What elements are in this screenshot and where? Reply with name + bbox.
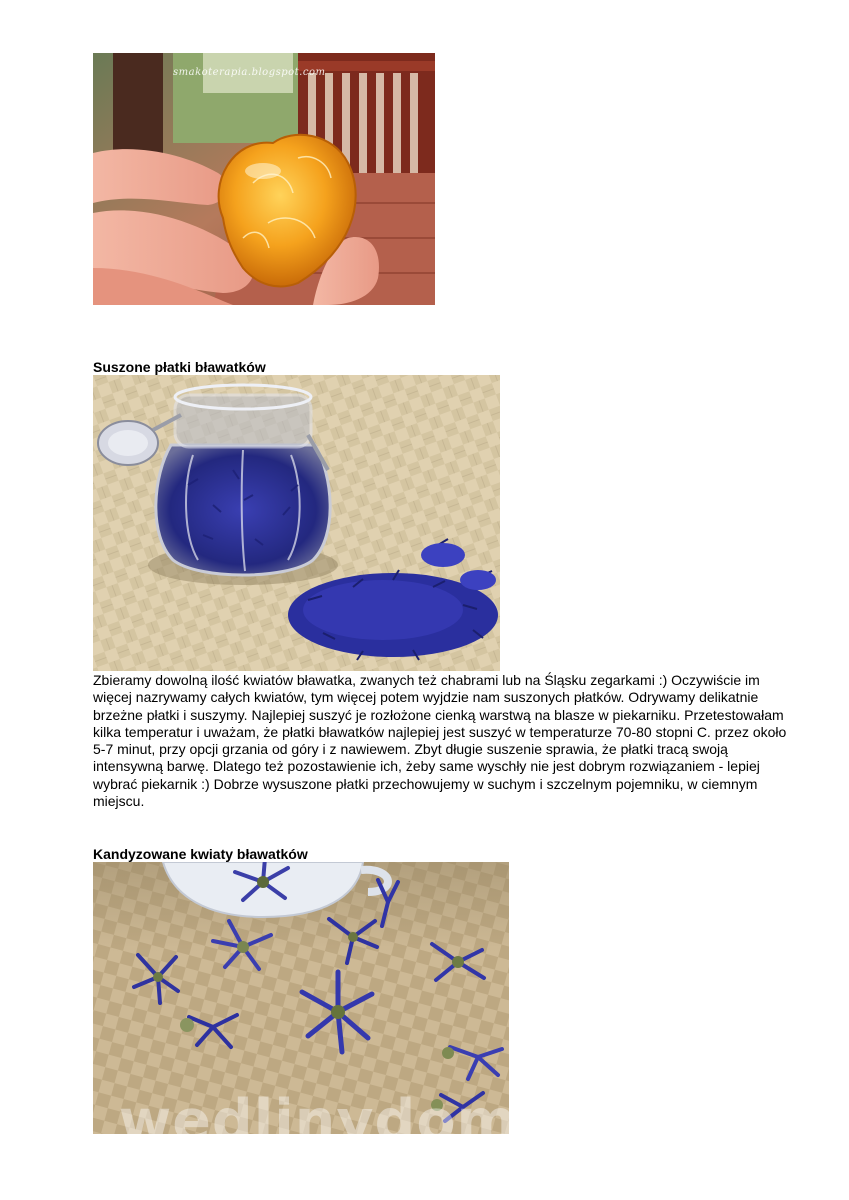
- dried-cornflower-petals-jar-photo: [93, 375, 500, 671]
- blog-watermark: smakoterapia.blogspot.com: [173, 67, 326, 78]
- section-heading-candied-flowers: Kandyzowane kwiaty bławatków: [93, 846, 308, 862]
- candied-petals-heart-photo: [93, 53, 435, 305]
- candied-cornflowers-photo: [93, 862, 509, 1134]
- section-heading-dried-petals: Suszone płatki bławatków: [93, 359, 266, 375]
- site-watermark: wedlinydomowe.pl: [118, 1088, 736, 1154]
- section-paragraph-dried-petals: Zbieramy dowolną ilość kwiatów bławatka, zwanych też chabrami lub na Śląsku zegarkami :) Oczywiście im więcej nazrywamy całych kwiatów, tym więcej potem wyjdzie nam suszonych płatków. Odrywamy delikatnie brzeżne płatki i suszymy. Najlepiej suszyć je rozłożone cienką warstwą na blasze w piekarniku. Przetestowałam kilka temperatur i uważam, że płatki bławatków najlepiej jest suszyć w temperaturze 70-80 stopni C. przez około 5-7 minut, przy opcji grzania od góry i z nawiewem. Zbyt długie suszenie sprawia, że płatki tracą swoją intensywną barwę. Dlatego też pozostawienie ich, żeby same wyschły nie jest dobrym rozwiązaniem - lepiej wybrać piekarnik :) Dobrze wysuszone płatki przechowujemy w suchym i szczelnym pojemniku, w ciemnym miejscu.: [93, 672, 787, 810]
